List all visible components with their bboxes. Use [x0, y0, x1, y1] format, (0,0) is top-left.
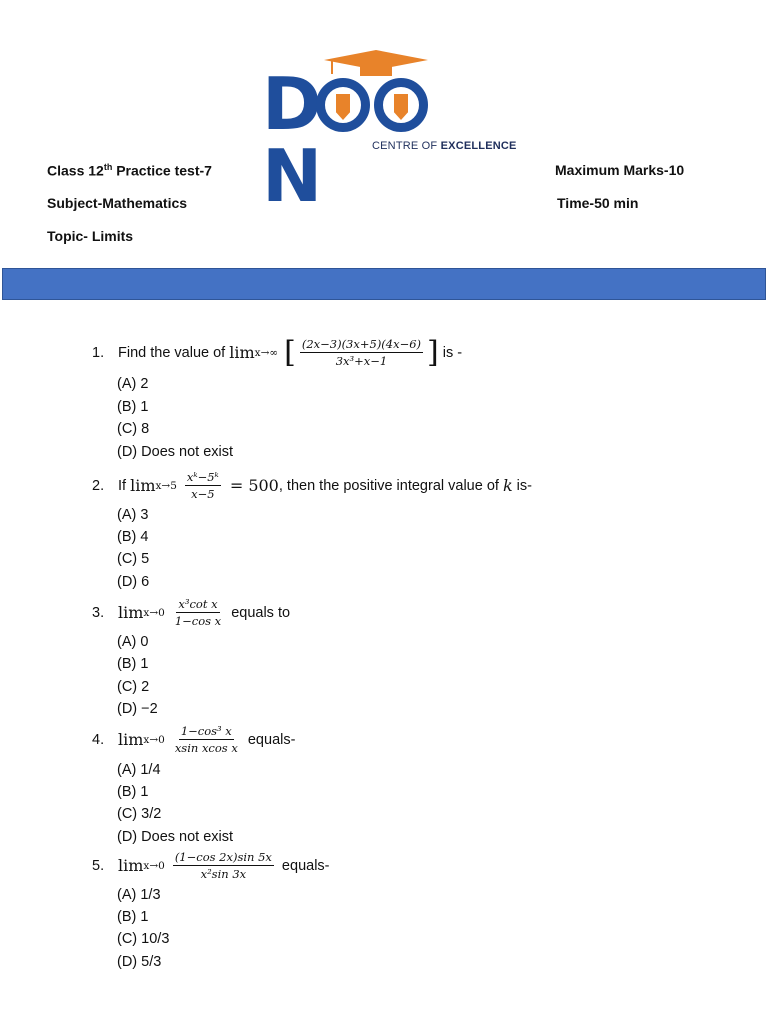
option: (B) 1	[117, 399, 149, 415]
option: (B) 1	[117, 909, 149, 925]
option: (B) 1	[117, 656, 149, 672]
question-4: 4. lim x→0 $\frac{\text{1−cos³ x}}{\text{xsin xcos x}}$ equals-	[92, 724, 296, 755]
option: (D) −2	[117, 701, 158, 717]
question-2: 2. If lim x→5 $\frac{\text{xᵏ−5ᵏ}}{x-5}$ = 500 , then the positive integral value of k is-	[92, 470, 532, 501]
option: (A) 0	[117, 634, 149, 650]
option: (A) 1/4	[117, 762, 161, 778]
header-divider-band	[2, 268, 766, 300]
option: (C) 5	[117, 551, 150, 567]
option: (D) 6	[117, 574, 150, 590]
fraction: $\frac{(2x-3)(3x+5)(4x-6)}{\text{3x³+x−1}}$	[301, 337, 422, 368]
subject: Subject-Mathematics	[47, 195, 188, 211]
option: (C) 8	[117, 421, 150, 437]
option: (A) 1/3	[117, 887, 161, 903]
class-title: Class 12th Practice test-7	[47, 162, 212, 179]
option: (B) 4	[117, 529, 149, 545]
max-marks: Maximum Marks-10	[555, 162, 685, 178]
option: (C) 2	[117, 679, 150, 695]
option: (A) 3	[117, 507, 149, 523]
option: (D) 5/3	[117, 954, 162, 970]
option: (A) 2	[117, 376, 149, 392]
logo-tagline: CENTRE OF EXCELLENCE	[372, 140, 517, 152]
topic: Topic- Limits	[47, 228, 134, 244]
option: (B) 1	[117, 784, 149, 800]
fraction: $\frac{\text{x³cot x}}{\text{1−cos x}}$	[174, 597, 222, 628]
option: (D) Does not exist	[117, 444, 234, 460]
fraction: $\frac{\text{1−cos³ x}}{\text{xsin xcos x}}$	[174, 724, 238, 755]
logo-letter-n: N	[262, 134, 325, 218]
time-limit: Time-50 min	[557, 195, 639, 211]
fraction: $\frac{(1-\cos 2x)\sin 5x}{\text{x²sin 3x}}$	[174, 850, 272, 881]
question-1: 1. Find the value of lim x→∞ [ $\frac{(2x-3)(3x+5)(4x-6)}{\text{3x³+x−1}}$ ] is -	[92, 334, 463, 370]
option: (C) 3/2	[117, 806, 162, 822]
question-5: 5. lim x→0 $\frac{(1-\cos 2x)\sin 5x}{\text{x²sin 3x}}$ equals-	[92, 850, 330, 881]
fraction: $\frac{\text{xᵏ−5ᵏ}}{x-5}$	[186, 470, 219, 501]
doon-logo	[258, 50, 517, 218]
option: (C) 10/3	[117, 931, 170, 947]
option: (D) Does not exist	[117, 829, 234, 845]
question-3: 3. lim x→0 $\frac{\text{x³cot x}}{\text{1−cos x}}$ equals to	[92, 597, 291, 628]
logo-letter-d: D	[262, 62, 324, 146]
